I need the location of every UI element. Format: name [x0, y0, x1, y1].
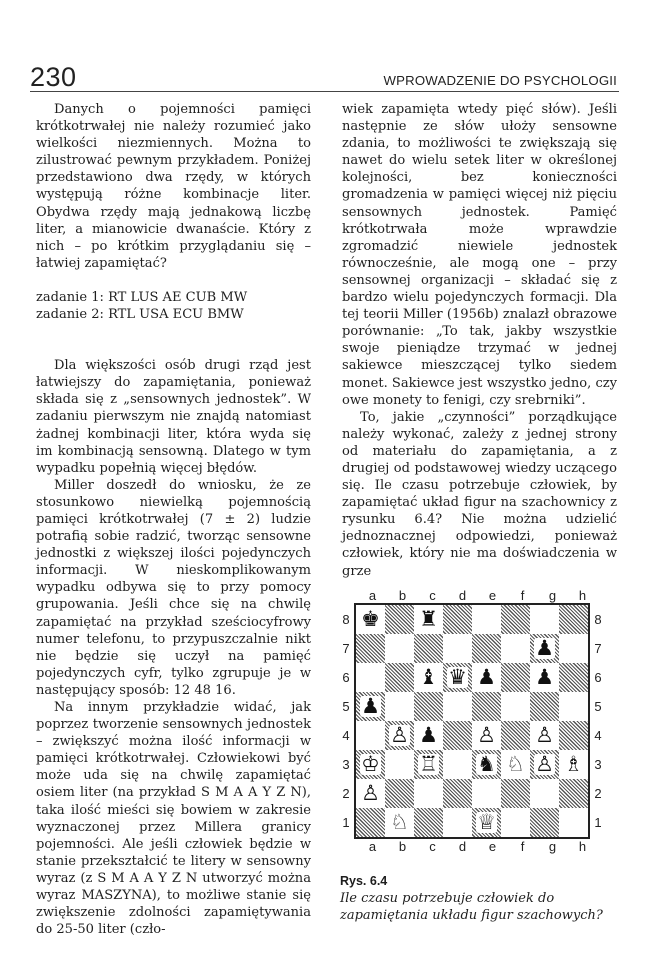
chess-figure: [338, 588, 618, 854]
file-label: d: [458, 839, 467, 854]
rank-labels-right: [590, 603, 606, 839]
file-label: a: [368, 588, 377, 603]
square-d5: [443, 692, 472, 721]
rank-label: 5: [342, 699, 350, 714]
square-d4: [443, 721, 472, 750]
file-label: h: [578, 588, 587, 603]
chess-piece-icon: ♙: [390, 723, 409, 747]
square-a8: [356, 605, 385, 634]
chess-piece-icon: ♟: [535, 636, 554, 660]
left-column: [36, 101, 311, 938]
file-label: f: [520, 839, 525, 854]
square-d6: [443, 663, 472, 692]
rank-label: 3: [594, 757, 602, 772]
square-c6: [414, 663, 443, 692]
square-c4: [414, 721, 443, 750]
chess-piece-icon: ♛: [448, 665, 467, 689]
right-column: [342, 101, 617, 580]
board-row: [356, 605, 588, 634]
paragraph: Dla większości osób drugi rząd jest łatwiejszy do zapamiętania, ponieważ składa się z „sensownych jednostek”. W zadaniu pierwszym nie znajdą natomiast żadnej kombinacji liter, która wyda się im kombinacją sensowną. Dlatego w tym wypadku popełnią więcej błędów.: [36, 358, 311, 476]
square-h2: [559, 779, 588, 808]
square-f3: [501, 750, 530, 779]
rank-label: 1: [594, 815, 602, 830]
rank-label: 4: [594, 728, 602, 743]
square-e4: [472, 721, 501, 750]
square-b6: [385, 663, 414, 692]
square-b2: [385, 779, 414, 808]
square-h8: [559, 605, 588, 634]
rank-label: 4: [342, 728, 350, 743]
square-e2: [472, 779, 501, 808]
figure-caption: Ile czasu potrzebuje człowiek do zapamiętania układu figur szachowych?: [340, 891, 603, 923]
square-b5: [385, 692, 414, 721]
rank-label: 8: [342, 612, 350, 627]
file-label: a: [368, 839, 377, 854]
square-b3: [385, 750, 414, 779]
chess-piece-icon: ♘: [506, 752, 525, 776]
chess-piece-icon: ♟: [419, 723, 438, 747]
square-h1: [559, 808, 588, 837]
square-b8: [385, 605, 414, 634]
square-c1: [414, 808, 443, 837]
chess-piece-icon: ♟: [477, 665, 496, 689]
header-rule: [30, 91, 619, 92]
square-g8: [530, 605, 559, 634]
square-f2: [501, 779, 530, 808]
board-row: [356, 663, 588, 692]
square-g5: [530, 692, 559, 721]
task-line-2: zadanie 2: RTL USA ECU BMW: [36, 307, 244, 323]
running-title: WPROWADZENIE DO PSYCHOLOGII: [383, 73, 617, 88]
page-number: 230: [30, 62, 77, 92]
square-e7: [472, 634, 501, 663]
chess-piece-icon: ♚: [361, 607, 380, 631]
rank-label: 1: [342, 815, 350, 830]
chess-piece-icon: ♘: [390, 810, 409, 834]
board-row: [356, 721, 588, 750]
chess-piece-icon: ♗: [564, 752, 583, 776]
square-e5: [472, 692, 501, 721]
board-row: [356, 808, 588, 837]
board-row: [356, 634, 588, 663]
square-d2: [443, 779, 472, 808]
file-label: b: [398, 588, 407, 603]
square-f8: [501, 605, 530, 634]
square-c3: [414, 750, 443, 779]
chess-piece-icon: ♙: [477, 723, 496, 747]
square-g7: [530, 634, 559, 663]
square-a2: [356, 779, 385, 808]
board-row: [356, 750, 588, 779]
figure-label: Rys. 6.4: [340, 874, 388, 888]
square-h3: [559, 750, 588, 779]
square-d7: [443, 634, 472, 663]
rank-label: 2: [594, 786, 602, 801]
board-container: [338, 603, 618, 839]
square-b4: [385, 721, 414, 750]
square-g2: [530, 779, 559, 808]
square-b7: [385, 634, 414, 663]
paragraph: Miller doszedł do wniosku, że ze stosunkowo niewielką pojemnością pamięci krótkotrwałej (7 ± 2) ludzie potrafią sobie radzić, tworząc sensowne jednostki z większej ilości pojedynczych informacji. W nieskomplikowanym wypadku odbywa się to przy pomocy grupowania. Jeśli chce się na chwilę zapamiętać na przykład sześciocyfrowy numer telefonu, to przypuszczalnie nikt nie będzie się uczył na pamięć pojedynczych cyfr, tylko zgrupuje je w następujący sposób: 12 48 16.: [36, 477, 311, 698]
chess-piece-icon: ♞: [477, 752, 496, 776]
square-a1: [356, 808, 385, 837]
file-label: h: [578, 839, 587, 854]
rank-label: 2: [342, 786, 350, 801]
square-c7: [414, 634, 443, 663]
square-a5: [356, 692, 385, 721]
square-g3: [530, 750, 559, 779]
file-labels-top: [338, 588, 618, 603]
chess-piece-icon: ♙: [361, 781, 380, 805]
chess-piece-icon: ♕: [477, 810, 496, 834]
rank-label: 6: [342, 670, 350, 685]
square-c8: [414, 605, 443, 634]
square-c2: [414, 779, 443, 808]
square-h7: [559, 634, 588, 663]
chess-piece-icon: ♟: [361, 694, 380, 718]
file-label: g: [548, 839, 557, 854]
square-f1: [501, 808, 530, 837]
rank-label: 3: [342, 757, 350, 772]
board-row: [356, 692, 588, 721]
file-labels-bottom: [338, 839, 618, 854]
chess-piece-icon: ♙: [535, 723, 554, 747]
rank-label: 8: [594, 612, 602, 627]
square-e8: [472, 605, 501, 634]
paragraph: Na innym przykładzie widać, jak poprzez tworzenie sensownych jednostek – zwiększyć można ilość informacji w pamięci krótkotrwałej. Człowiekowi być może uda się na chwilę zapamiętać osiem liter (na przykład S M A A Y Z N), taka ilość mieści się bowiem w zakresie wyznaczonej przez Millera granicy pojemności. Ale jeśli człowiek będzie w stanie przekształcić te litery w sensowny wyraz (z S M A A Y Z N utworzyć można wyraz MASZYNA), to możliwe stanie się zwiększenie zdolności zapamiętywania do 25-50 liter (czło-: [36, 700, 311, 938]
square-a6: [356, 663, 385, 692]
chess-piece-icon: ♙: [535, 752, 554, 776]
square-a3: [356, 750, 385, 779]
square-d8: [443, 605, 472, 634]
board-row: [356, 779, 588, 808]
chessboard: [354, 603, 590, 839]
square-a7: [356, 634, 385, 663]
file-label: e: [488, 839, 497, 854]
square-d1: [443, 808, 472, 837]
rank-label: 7: [342, 641, 350, 656]
rank-label: 6: [594, 670, 602, 685]
square-h6: [559, 663, 588, 692]
square-d3: [443, 750, 472, 779]
chess-piece-icon: ♔: [361, 752, 380, 776]
rank-label: 5: [594, 699, 602, 714]
square-g6: [530, 663, 559, 692]
square-c5: [414, 692, 443, 721]
square-e3: [472, 750, 501, 779]
file-label: c: [429, 839, 436, 854]
square-h5: [559, 692, 588, 721]
square-f5: [501, 692, 530, 721]
chess-piece-icon: ♝: [419, 665, 438, 689]
square-f4: [501, 721, 530, 750]
file-label: g: [548, 588, 557, 603]
file-label: f: [520, 588, 525, 603]
task-line-1: zadanie 1: RT LUS AE CUB MW: [36, 289, 248, 305]
file-label: d: [458, 588, 467, 603]
rank-labels-left: [338, 603, 354, 839]
chess-piece-icon: ♟: [535, 665, 554, 689]
file-label: e: [488, 588, 497, 603]
square-g1: [530, 808, 559, 837]
square-e6: [472, 663, 501, 692]
square-b1: [385, 808, 414, 837]
square-e1: [472, 808, 501, 837]
file-label: c: [429, 588, 436, 603]
rank-label: 7: [594, 641, 602, 656]
square-h4: [559, 721, 588, 750]
square-g4: [530, 721, 559, 750]
chess-piece-icon: ♜: [419, 607, 438, 631]
chess-piece-icon: ♖: [419, 752, 438, 776]
paragraph: To, jakie „czynności” porządkujące należy wykonać, zależy z jednej strony od materiału do zapamiętania, a z drugiej od podstawowej wiedzy uczącego się. Ile czasu potrzebuje człowiek, by zapamiętać układ figur na szachownicy z rysunku 6.4? Nie można udzielić jednoznacznej odpowiedzi, ponieważ człowiek, który nie ma doświadczenia w grze: [342, 409, 617, 579]
square-f7: [501, 634, 530, 663]
square-a4: [356, 721, 385, 750]
square-f6: [501, 663, 530, 692]
paragraph: wiek zapamięta wtedy pięć słów). Jeśli następnie ze słów ułoży sensowne zdania, to możliwości te zwiększają się nawet do wielu setek liter w określonej kolejności, bez konieczności gromadzenia w pamięci więcej niż pięciu sensownych jednostek. Pamięć krótkotrwała może wprawdzie zgromadzić niewiele jednostek równocześnie, ale mogą one – przy sensownej organizacji – składać się z bardzo wielu pojedynczych formacji. Dla tej teorii Miller (1956b) znalazł obrazowe porównanie: „To tak, jakby wszystkie swoje pieniądze trzymać w jednej sakiewce mieszczącej tylko siedem monet. Sakiewce jest wszystko jedno, czy owe monety to fenigi, czy srebrniki”.: [342, 102, 617, 408]
file-label: b: [398, 839, 407, 854]
paragraph: Danych o pojemności pamięci krótkotrwałej nie należy rozumieć jako wielkości niezmiennych. Można to zilustrować pewnym przykładem. Poniżej przedstawiono dwa rzędy, w których występują różne kombinacje liter. Obydwa rzędy mają jednakową liczbę liter, a mianowicie dwanaście. Który z nich – po krótkim przyglądaniu się – łatwiej zapamiętać?: [36, 102, 311, 271]
